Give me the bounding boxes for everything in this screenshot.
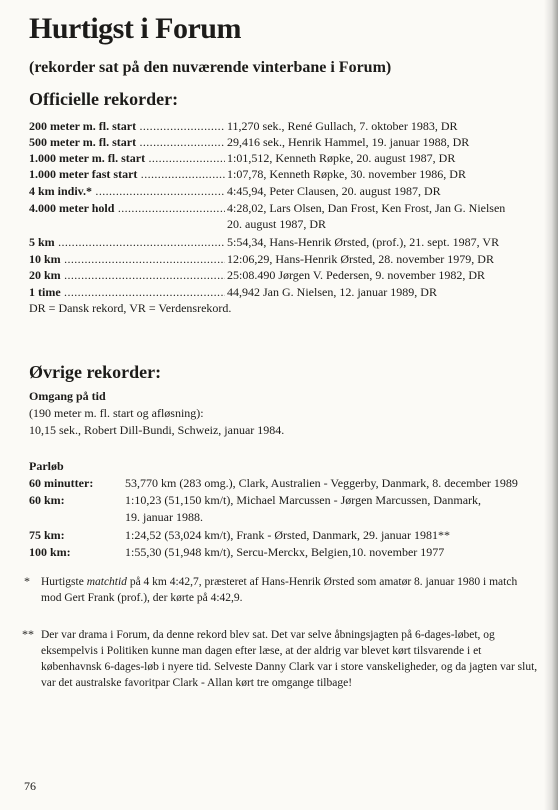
record-value: 12:06,29, Hans-Henrik Ørsted, 28. november 1979, DR [227, 252, 494, 266]
official-records-heading: Officielle rekorder: [29, 89, 179, 109]
page-number: 76 [24, 779, 36, 793]
omgang-line: 10,15 sek., Robert Dill-Bundi, Schweiz, januar 1984. [29, 423, 285, 437]
omgang-line: (190 meter m. fl. start og afløsning): [29, 406, 204, 420]
parlob-value: 1:55,30 (51,948 km/t), Sercu-Merckx, Belgien,10. november 1977 [125, 545, 445, 559]
parlob-value: 1:24,52 (53,024 km/t), Frank - Ørsted, Danmark, 29. januar 1981** [125, 528, 450, 542]
omgang-heading: Omgang på tid [29, 389, 106, 403]
record-label: 20 km ..... [29, 267, 225, 283]
record-label: 10 km ..... [29, 251, 225, 267]
record-value: 29,416 sek., Henrik Hammel, 19. januar 1988, DR [227, 135, 470, 149]
record-value: 25:08.490 Jørgen V. Pedersen, 9. november 1982, DR [227, 268, 485, 282]
footnote-text-part: på 4 km 4:42,7, præsteret af Hans-Henrik Ørsted som amatør 8. januar 1980 i match mod Gert Frank (prof.), der kørte på 4:42,9. [41, 576, 518, 604]
parlob-label: 60 minutter: [29, 476, 94, 490]
record-label: 1.000 meter m. fl. start ..... [29, 150, 225, 166]
record-value: 1:07,78, Kenneth Røpke, 30. november 1986, DR [227, 167, 466, 181]
parlob-row [29, 544, 544, 560]
record-value-continuation: 20. august 1987, DR [227, 217, 326, 231]
record-label: 500 meter m. fl. start ..... [29, 134, 225, 150]
record-label: 5 km ..... [29, 234, 225, 250]
record-label: 1 time ..... [29, 284, 225, 300]
record-label: 1.000 meter fast start ..... [29, 166, 225, 182]
record-value: 11,270 sek., René Gullach, 7. oktober 1983, DR [227, 119, 458, 133]
parlob-row [29, 492, 544, 508]
record-label: 200 meter m. fl. start ..... [29, 118, 225, 134]
parlob-label: 60 km: [29, 493, 65, 507]
parlob-label: 100 km: [29, 545, 71, 559]
record-value: 5:54,34, Hans-Henrik Ørsted, (prof.), 21. sept. 1987, VR [227, 235, 500, 249]
parlob-value: 53,770 km (283 omg.), Clark, Australien - Veggerby, Danmark, 8. december 1989 [125, 476, 518, 490]
records-legend: DR = Dansk rekord, VR = Verdensrekord. [29, 301, 232, 315]
footnote-mark: ** [22, 627, 34, 641]
footnote-emphasis: matchtid [86, 576, 127, 588]
footnote-mark: * [24, 574, 30, 588]
parlob-value-continuation: 19. januar 1988. [125, 510, 203, 524]
record-value: 4:45,94, Peter Clausen, 20. august 1987, DR [227, 184, 441, 198]
parlob-label: 75 km: [29, 528, 65, 542]
record-label: 4 km indiv.* ..... [29, 183, 225, 199]
footnote-text-part: Hurtigste [41, 576, 87, 588]
record-label: 4.000 meter hold ..... [29, 200, 225, 216]
parlob-row [29, 475, 544, 491]
record-value: 1:01,512, Kenneth Røpke, 20. august 1987, DR [227, 151, 456, 165]
parlob-heading: Parløb [29, 459, 64, 473]
record-value: 44,942 Jan G. Nielsen, 12. januar 1989, DR [227, 285, 437, 299]
other-records-heading: Øvrige rekorder: [29, 362, 162, 382]
record-value: 4:28,02, Lars Olsen, Dan Frost, Ken Frost, Jan G. Nielsen [227, 201, 506, 215]
page-subtitle: (rekorder sat på den nuværende vinterbane i Forum) [29, 59, 392, 76]
footnote-text: Der var drama i Forum, da denne rekord blev sat. Det var selve åbningsjagten på 6-dages-løbet, og eksempelvis i Politiken kunne man dagen efter læse, at der aldrig var blevet kørt tilsvarende i et københavnsk 6-dages-løb i nyere tid. Selveste Danny Clark var i store vanskeligheder, og da jagten var slut, var det australske favoritpar Clark - Allan kørt tre omgange tilbage! [41, 629, 538, 689]
footnote-text [41, 574, 540, 606]
parlob-value: 1:10,23 (51,150 km/t), Michael Marcussen - Jørgen Marcussen, Danmark, [125, 493, 482, 507]
parlob-row [29, 527, 544, 543]
page-title: Hurtigst i Forum [29, 12, 241, 45]
page-edge-shadow [544, 0, 558, 810]
